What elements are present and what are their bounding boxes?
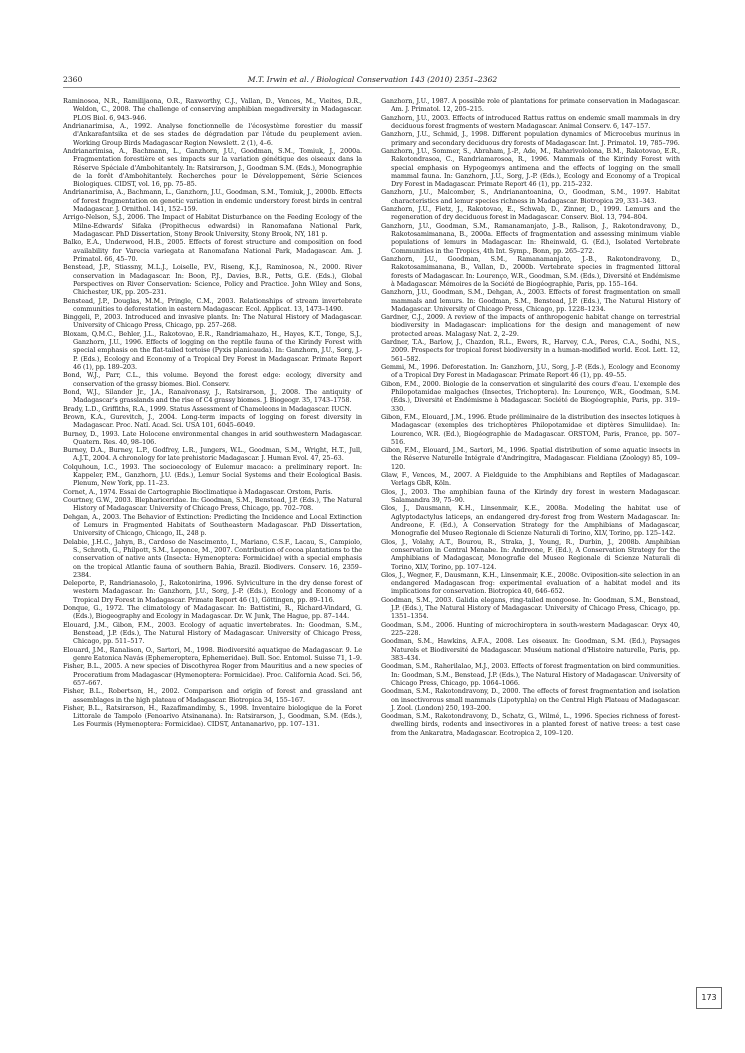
header-rule: [63, 87, 680, 88]
reference-entry: Cornet, A., 1974. Essai de Cartographie Bioclimatique à Madagascar. Orstom, Paris.: [63, 487, 333, 496]
reference-entry: Balko, E.A., Underwood, H.B., 2005. Effects of forest structure and composition on food availability for Varecia variegata at Ranomafana National Park, Madagascar. Am. J. Primatol. 66, 45–70.: [63, 238, 362, 263]
reference-entry: Ganzhorn, J.U., Sommer, S., Abraham, J.-P., Ade, M., Raharivololona, B.M., Rakotovao, E.R., Rakotondrasoa, C., Randriamarosoa, R., 1996. Mammals of the Kirindy Forest with special emphasis on Hypogeomys antimena and the effects of logging on the small mammal fauna. In: Ganzhorn, J.U., Sorg, J.-P. (Eds.), Ecology and Economy of a Tropical Dry Forest in Madagascar. Primate Report 46 (1), pp. 215–232.: [381, 146, 680, 189]
reference-entry: Fisher, B.L., 2005. A new species of Discothyrea Roger from Mauritius and a new species of Proceratium from Madagascar (Hymenoptera: Formicidae). Proc. California Acad. Sci. 56, 657–667.: [63, 662, 362, 687]
reference-entry: Goodman, S.M., Rakotondravony, D., 2000. The effects of forest fragmentation and isolation on insectivorous small mammals (Lipotyphla) on the Central High Plateau of Madagascar. J. Zool. (London) 250, 193–200.: [381, 687, 680, 712]
reference-entry: Dehgan, A., 2003. The Behavior of Extinction: Predicting the Incidence and Local Extinction of Lemurs in Fragmented Habitats of Southeastern Madagascar. PhD Dissertation, University of Chicago, Chicago, IL, 248 p.: [63, 512, 362, 538]
reference-entry: Courtney, G.W., 2003. Blephariceridae. In: Goodman, S.M., Benstead, J.P. (Eds.), The Natural History of Madagascar. University of Chicago Press, Chicago, pp. 702–708.: [63, 496, 362, 513]
reference-entry: Benstead, J.P., Stiassny, M.L.J., Loiselle, P.V., Riseng, K.J., Raminosoa, N., 2000. River conservation in Madagascar. In: Boon, P.J., Davies, B.R., Petts, G.E. (Eds.), Global Perspectives on River Conservation: Science, Policy and Practice. John Wiley and Sons, Chichester, UK, pp. 205–231.: [63, 263, 362, 297]
reference-entry: Ganzhorn, J.U., 1987. A possible role of plantations for primate conservation in Madagascar. Am. J. Primatol. 12, 205–215.: [381, 97, 680, 114]
reference-entry: Ganzhorn, J.U., Fietz, J., Rakotovao, E., Schwab, D., Zinner, D., 1999. Lemurs and the regeneration of dry deciduous forest in Madagascar. Conserv. Biol. 13, 794–804.: [381, 205, 680, 222]
running-header: M.T. Irwin et al. / Biological Conservation 143 (2010) 2351–2362: [247, 75, 498, 84]
reference-entry: Brown, K.A., Gurevitch, J., 2004. Long-term impacts of logging on forest diversity in Madagascar. Proc. Natl. Acad. Sci. USA 101, 6045–6049.: [63, 412, 362, 430]
reference-entry: Goodman, S.M., 2003. Galidia elegans, ring-tailed mongoose. In: Goodman, S.M., Benstead, J.P. (Eds.), The Natural History of Madagascar. University of Chicago Press, Chicago, pp. 1351–1354.: [381, 595, 680, 621]
reference-entry: Gibon, F.M., 2000. Biologie de la conservation et singularité des cours d'eau. L'exemple des Philopotamidae malgaches (Insectes, Trichoptera). In: Lourenço, W.R., Goodman, S.M. (Eds.), Diversité et Endémisme à Madagascar. Société de Biogéographie, Paris, pp. 319–330.: [381, 379, 680, 413]
reference-entry: Ganzhorn, J.U., Goodman, S.M., Ramanamanjato, J.-B., Ralison, J., Rakotondravony, D., Rakotosamimanana, B., 2000a. Effects of fragmentation and assessing minimum viable populations of lemurs in Madagascar. In: Rheinwald, G. (Ed.), Isolated Vertebrate Communities in the Tropics, 4th Int. Symp., Bonn, pp. 265–272.: [381, 221, 680, 255]
reference-entry: Gibon, F.M., Elouard, J.M., Sartori, M., 1996. Spatial distribution of some aquatic insects in the Réserve Naturelle Intégrale d'Andringitra, Madagascar. Fieldiana (Zoology) 85, 109–120.: [381, 446, 680, 471]
reference-entry: Goodman, S.M., Rakotondravony, D., Schatz, G., Wilmé, L., 1996. Species richness of forest-dwelling birds, rodents and insectivores in a planted forest of native trees: a test case from the Ankaratra, Madagascar. Ecotropica 2, 109–120.: [381, 712, 680, 737]
reference-entry: Benstead, J.P., Douglas, M.M., Pringle, C.M., 2003. Relationships of stream invertebrate communities to deforestation in eastern Madagascar. Ecol. Applicat. 13, 1473–1490.: [63, 296, 362, 313]
reference-entry: Deleporte, P., Randrianasolo, J., Rakotonirina, 1996. Sylviculture in the dry dense forest of western Madagascar. In: Ganzhorn, J.U., Sorg, J.-P. (Eds.), Ecology and Economy of a Tropical Dry Forest in Madagascar. Primate Report 46 (1), Göttingen, pp. 89–116.: [63, 579, 362, 604]
reference-entry: Ganzhorn, J.U., Goodman, S.M., Ramanamanjato, J.-B., Rakotondravony, D., Rakotosamimanana, B., Vallan, D., 2000b. Vertebrate species in fragmented littoral forests of Madagascar. In: Lourenço, W.R., Goodman, S.M. (Eds.), Diversité et Endémisme à Madagascar. Mémoires de la Société de Biogéographie, Paris, pp. 155–164.: [381, 254, 680, 288]
reference-entry: Donque, G., 1972. The climatology of Madagascar. In: Battistini, R., Richard-Vindard, G. (Eds.), Biogeography and Ecology in Madagascar. Dr. W. Junk, The Hague, pp. 87–144.: [63, 604, 362, 621]
reference-entry: Arrigo-Nelson, S.J., 2006. The Impact of Habitat Disturbance on the Feeding Ecology of the Milne-Edwards' Sifaka (Propithecus edwardsi) in Ranomafana National Park, Madagascar. PhD Dissertation, Stony Brook University, Stony Brook, NY, 181 p.: [63, 213, 362, 238]
reference-entry: Raminosoa, N.R., Ramilijaona, O.R., Raxworthy, C.J., Vallan, D., Vences, M., Vieites, D.R., Weldon, C., 2008. The challenge of conserving amphibian megadiversity in Madagascar. PLOS Biol. 6, 943–946.: [63, 97, 362, 122]
reference-entry: Glos, J., 2003. The amphibian fauna of the Kirindy dry forest in western Madagascar. Salamandra 39, 75–90.: [381, 487, 680, 504]
reference-entry: Gibon, F.M., Elouard, J.M., 1996. Étude préliminaire de la distribution des insectes lotiques à Madagascar (exemples des trichoptères Philopotamidae et diptères Simuliidae). In: Lourenco, W.R. (Ed.), Biogéographie de Madagascar. ORSTOM, Paris, France, pp. 507–516.: [381, 412, 680, 446]
reference-entry: Ganzhorn, J.U., Malcomber, S., Andrianantoanina, O., Goodman, S.M., 1997. Habitat characteristics and lemur species richness in Madagascar. Biotropica 29, 331–343.: [381, 188, 680, 205]
reference-entry: Elouard, J.M., Gibon, F.M., 2003. Ecology of aquatic invertebrates. In: Goodman, S.M., Benstead, J.P. (Eds.), The Natural History of Madagascar. University of Chicago Press, Chicago, pp. 511–517.: [63, 620, 362, 646]
reference-entry: Colquhoun, I.C., 1993. The socioecology of Eulemur macaco: a preliminary report. In: Kappeler, P.M., Ganzhorn, J.U. (Eds.), Lemur Social Systems and their Ecological Basis. Plenum, New York, pp. 11–23.: [63, 462, 362, 488]
reference-entry: Delabie, J.H.C., Jahyn, B., Cardoso de Nascimento, I., Mariano, C.S.F., Lacau, S., Campiolo, S., Schroth, G., Philpott, S.M., Leponce, M., 2007. Contribution of cocoa plantations to the conservation of native ants (Insecta: Hymenoptera: Formicidae) with a special emphasis on the tropical Atlantic fauna of southern Bahia, Brazil. Biodivers. Conserv. 16, 2359–2384.: [63, 537, 362, 579]
reference-entry: Andrianarimisa, A., Bachmann, L., Ganzhorn, J.U., Goodman, S.M., Tomiuk, J., 2000b. Effects of forest fragmentation on genetic variation in endemic understory forest birds in central Madagascar. J. Ornithol. 141, 152–159.: [63, 188, 362, 214]
reference-entry: Gardner, C.J., 2009. A review of the impacts of anthropogenic habitat change on terrestrial biodiversity in Madagascar: implications for the design and management of new protected areas. Malagasy Nat. 2, 2–29.: [381, 313, 680, 338]
reference-entry: Gardner, T.A., Barlow, J., Chazdon, R.L., Ewers, R., Harvey, C.A., Peres, C.A., Sodhi, N.S., 2009. Prospects for tropical forest biodiversity in a human-modified world. Ecol. Lett. 12, 561–582.: [381, 338, 680, 363]
references-right-column: [381, 97, 680, 737]
references-left-column: [63, 97, 362, 729]
reference-entry: Fisher, B.L., Robertson, H., 2002. Comparison and origin of forest and grassland ant assemblages in the high plateau of Madagascar. Biotropica 34, 155–167.: [63, 687, 362, 704]
reference-entry: Burney, D.A., Burney, L.P., Godfrey, L.R., Jungers, W.L., Goodman, S.M., Wright, H.T., Jull, A.J.T., 2004. A chronology for late prehistoric Madagascar. J. Human Evol. 47, 25–63.: [63, 446, 362, 463]
reference-entry: Brady, L.D., Griffiths, R.A., 1999. Status Assessment of Chameleons in Madagascar. IUCN.: [63, 404, 352, 413]
reference-entry: Ganzhorn, J.U., 2003. Effects of introduced Rattus rattus on endemic small mammals in dry deciduous forest fragments of western Madagascar. Animal Conserv. 6, 147–157.: [381, 113, 680, 130]
reference-entry: Goodman, S.M., Hawkins, A.F.A., 2008. Les oiseaux. In: Goodman, S.M. (Ed.), Paysages Naturels et Biodiversité de Madagascar. Muséum national d'Histoire naturelle, Paris, pp. 383–434.: [381, 637, 680, 662]
page-stamp: 173: [696, 987, 722, 1009]
reference-entry: Elouard, J.M., Ranalison, O., Sartori, M., 1998. Biodiversité aquatique de Madagascar. 9. Le genre Eatonica Navás (Ephemeroptera, Ephemeridae). Bull. Soc. Entomol. Suisse 71, 1–9.: [63, 645, 362, 662]
page-number: 2360: [63, 75, 83, 84]
reference-entry: Ganzhorn, J.U., Schmid, J., 1998. Different population dynamics of Microcebus murinus in primary and secondary deciduous dry forests of Madagascar. Int. J. Primatol. 19, 785–796.: [381, 130, 680, 147]
reference-entry: Binggeli, P., 2003. Introduced and invasive plants. In: The Natural History of Madagascar. University of Chicago Press, Chicago, pp. 257–268.: [63, 313, 362, 330]
reference-entry: Glos, J., Volahy, A.T., Bourou, R., Straka, J., Young, R., Durbin, J., 2008b. Amphibian conservation in Central Menabe. In: Andreone, F. (Ed.), A Conservation Strategy for the Amphibians of Madagascar, Monografie del Museo Regionale di Scienze Naturali di Torino, XLV, Torino, pp. 107–124.: [381, 537, 680, 571]
reference-entry: Ganzhorn, J.U., Goodman, S.M., Dehgan, A., 2003. Effects of forest fragmentation on small mammals and lemurs. In: Goodman, S.M., Benstead, J.P. (Eds.), The Natural History of Madagascar. University of Chicago Press, Chicago, pp. 1228–1234.: [381, 288, 680, 313]
reference-entry: Glos, J., Dausmann, K.H., Linsenmair, K.E., 2008a. Modeling the habitat use of Aglyptodactylus laticeps, an endangered dry-forest frog from Western Madagascar. In: Andreone, F. (Ed.), A Conservation Strategy for the Amphibians of Madagascar, Monografie del Museo Regionale di Scienze Naturali di Torino, XLV, Torino, pp. 125–142.: [381, 504, 680, 538]
reference-entry: Goodman, S.M., 2006. Hunting of microchiroptera in south-western Madagascar. Oryx 40, 225–228.: [381, 620, 680, 637]
reference-entry: Bond, W.J., Silander Jr., J.A., Ranaivonasy, J., Ratsirarson, J., 2008. The antiquity of Madagascar's grasslands and the rise of C4 grassy biomes. J. Biogeogr. 35, 1743–1758.: [63, 387, 362, 405]
reference-entry: Glaw, F., Vences, M., 2007. A Fieldguide to the Amphibians and Reptiles of Madagascar. Verlags GbR, Köln.: [381, 471, 680, 488]
reference-entry: Bond, W.J., Parr, C.L., this volume. Beyond the forest edge: ecology, diversity and conservation of the grassy biomes. Biol. Conserv.: [63, 371, 362, 388]
reference-entry: Goodman, S.M., Raherilalao, M.J., 2003. Effects of forest fragmentation on bird communities. In: Goodman, S.M., Benstead, J.P. (Eds.), The Natural History of Madagascar. University of Chicago Press, Chicago, pp. 1064–1066.: [381, 662, 680, 687]
reference-entry: Andrianarimisa, A., Bachmann, L., Ganzhorn, J.U., Goodman, S.M., Tomiuk, J., 2000a. Fragmentation forestière et ses impacts sur la variation génétique des oiseaux dans la Réserve Spéciale d'Ambohitantely. In: Ratsirarson, J., Goodman S.M. (Eds.), Monographie de la forêt d'Ambohitantely. Recherches pour le Développement, Série Sciences Biologiques. CIDST, vol. 16, pp. 75–85.: [63, 146, 362, 189]
reference-entry: Glos, J., Wegner, F., Dausmann, K.H., Linsenmair, K.E., 2008c. Oviposition-site selection in an endangered Madagascan frog: experimental evaluation of a habitat model and its implications for conservation. Biotropica 40, 646–652.: [381, 570, 680, 596]
reference-entry: Fisher, B.L., Ratsirarson, H., Razafimandimby, S., 1998. Inventaire biologique de la Foret Littorale de Tampolo (Fenoarivo Atsinanana). In: Ratsirarson, J., Goodman, S.M. (Eds.), Les Fourmis (Hymenoptera: Formicidae). CIDST, Antananarivo, pp. 107–131.: [63, 703, 362, 729]
reference-entry: Bloxam, Q.M.C., Behler, J.L., Rakotovao, E.R., Randriamahazo, H., Hayes, K.T., Tonge, S.J., Ganzhorn, J.U., 1996. Effects of logging on the reptile fauna of the Kirindy Forest with special emphasis on the flat-tailed tortoise (Pyxis planicauda). In: Ganzhorn, J.U., Sorg, J.-P. (Eds.), Ecology and Economy of a Tropical Dry Forest in Madagascar. Primate Report 46 (1), pp. 189–203.: [63, 329, 362, 371]
reference-entry: Andrianarimisa, A., 1992. Analyse fonctionnelle de l'écosystème forestier du massif d'Ankarafantsika et de ses stades de dégradation par l'étude du peuplement avien. Working Group Birds Madagascar Region Newslett. 2 (1), 4–6.: [63, 121, 362, 147]
reference-entry: Burney, D., 1993. Late Holocene environmental changes in arid southwestern Madagascar. Quatern. Res. 40, 98–106.: [63, 429, 362, 446]
reference-entry: Gemmi, M., 1996. Deforestation. In: Ganzhorn, J.U., Sorg, J.-P. (Eds.), Ecology and Economy of a Tropical Dry Forest in Madagascar. Primate Report 46 (1), pp. 49–55.: [381, 363, 680, 380]
